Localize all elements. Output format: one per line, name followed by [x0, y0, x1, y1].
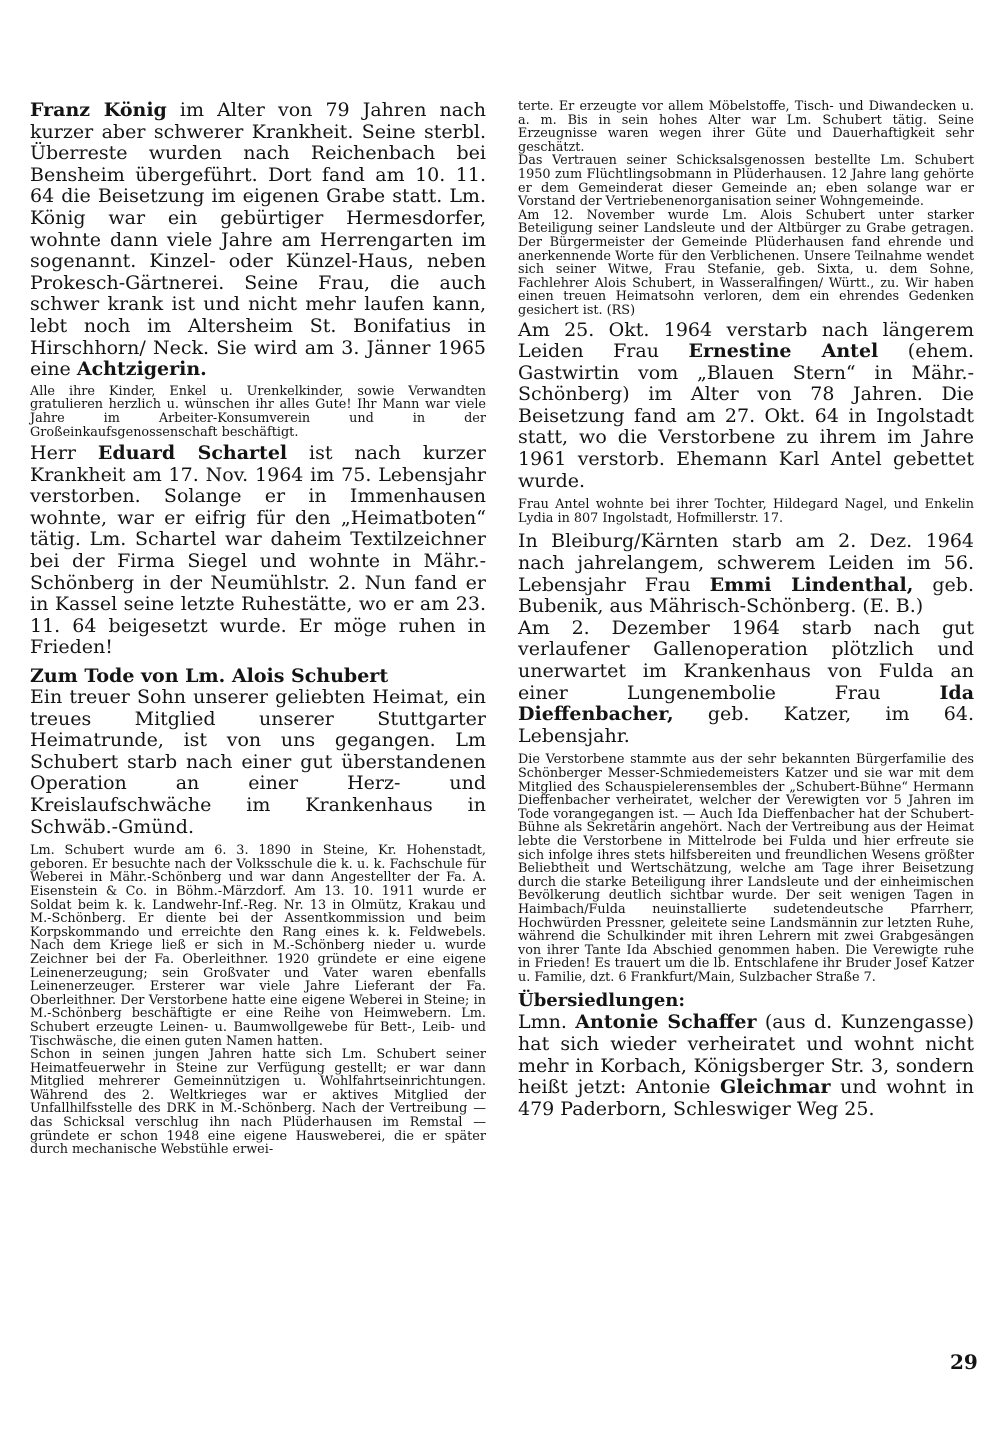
schubert-heading: Zum Tode von Lm. Alois Schubert — [30, 665, 389, 688]
schaffer-text-2: und wohnt in 479 Paderborn, Schleswiger Weg 25. — [518, 1076, 974, 1120]
lindenthal-obituary — [518, 531, 974, 617]
schubert-intro: Ein treuer Sohn unserer geliebten Heimat, ein treues Mitglied unserer Stuttgarter Heimatrunde, ist von uns gegangen. Lm Schubert starb nach einer gut überstandenen Operation an einer Herz- und Kreislaufschwäche im Krankenhaus in Schwäb.-Gmünd. — [30, 686, 486, 838]
schubert-bio-1: Lm. Schubert wurde am 6. 3. 1890 in Steine, Kr. Hohenstadt, geboren. Er besuchte nach der Volksschule die k. u. k. Fachschule für Weberei in Mähr.-Schönberg und war dann Angestellter der Fa. A. Eisenstein & Co. in Böhm.-Märzdorf. Am 13. 10. 1911 wurde er Soldat beim k. k. Landwehr-Inf.-Reg. Nr. 13 in Olmütz, Krakau und M.-Schönberg. Er diente bei der Assentkommission und beim Korpskommando und erreichte den Rang eines k. k. Feldwebels. Nach dem Kriege ließ er sich in M.-Schönberg nieder u. wurde Zeichner bei der Fa. Oberleithner. 1920 gründete er eine eigene Leinenerzeugung; sein Großvater und Vater waren ebenfalls Leinenerzeuger. Ersterer war viele Jahre Lieferant der Fa. Oberleithner. Der Verstorbene hatte eine eigene Weberei in Steine; in M.-Schönberg beschäftigte er eine Reihe von Heimwebern. Lm. Schubert erzeugte Leinen- u. Baumwollgewebe für Bett-, Leib- und Tischwäsche, die einen guten Namen hatten. — [30, 843, 486, 1049]
antel-obituary — [518, 320, 974, 493]
page-number: 29 — [950, 1350, 978, 1374]
dieffenbacher-pre: Am 2. Dezember 1964 starb nach gut verlaufener Gallenoperation plötzlich und unerwartet im Krankenhaus von Fulda an einer Lungenembolie Frau — [518, 616, 974, 704]
right-column — [518, 100, 974, 1120]
antel-pre: Am 25. Okt. 1964 verstarb nach längerem Leiden Frau — [518, 318, 974, 363]
schaffer-pre: Lmn. — [518, 1011, 576, 1034]
schartel-pre: Herr — [30, 442, 98, 465]
antel-name: Ernestine Antel — [688, 340, 879, 363]
lindenthal-name: Emmi Lindenthal, — [709, 573, 914, 596]
dieffenbacher-obituary — [518, 618, 974, 748]
uebersiedlungen-heading: Übersiedlungen: — [518, 990, 686, 1012]
koenig-tail: Achtzigerin. — [76, 358, 207, 381]
schubert-bio-5: Am 12. November wurde Lm. Alois Schubert unter starker Beteiligung seiner Landsleute und der Altbürger zu Grabe getragen. Der Bürgermeister der Gemeinde Plüderhausen fand ehrende und anerkennende Worte für den Verblichenen. Unsere Teilnahme wendet sich seiner Witwe, Frau Stefanie, geb. Sixta, u. dem Sohne, Fachlehrer Alois Schubert, in Wasseralfingen/ Württ., zu. Wir haben einen treuen Heimatsohn verloren, dem ein ehrendes Gedenken gesichert ist. (RS) — [518, 207, 974, 318]
lindenthal-text: geb. Bubenik, aus Mährisch-Schönberg. (E. B.) — [518, 573, 975, 618]
schaffer-notice — [518, 1012, 974, 1120]
antel-note: Frau Antel wohnte bei ihrer Tochter, Hildegard Nagel, und Enkelin Lydia in 807 Ingolstadt, Hofmillerstr. 17. — [518, 497, 974, 526]
dieffenbacher-note: Die Verstorbene stammte aus der sehr bekannten Bürgerfamilie des Schönberger Messer-Schmiedemeisters Katzer und sie war mit dem Mitglied des Schauspielerensembles der „Schubert-Bühne“ Hermann Dieffenbacher verheiratet, welcher der Verewigten vor 5 Jahren im Tode vorangegangen ist. — Auch Ida Dieffenbacher hat der Schubert-Bühne als Sekretärin angehört. Nach der Vertreibung aus der Heimat lebte die Verstorbene in Mittelrode bei Fulda und hier erfreute sie sich infolge ihres stets hilfsbereiten und freundlichen Wesens größter Beliebtheit und Wertschätzung, welche am Tage ihrer Beisetzung durch die starke Beteiligung ihrer Landsleute und der einheimischen Bevölkerung deutlich sichtbar wurde. Der seit wenigen Tagen in Haimbach/Fulda neuinstallierte sudetendeutsche Pfarrherr, Hochwürden Pressner, geleitete seine Landsmännin zur letzten Ruhe, während die Schulkinder mit ihren Lehrern mit zwei Grabgesängen von ihrer Tante Ida Abschied genommen haben. Die Verewigte ruhe in Frieden! Es trauert um die lb. Entschlafene ihr Bruder Josef Katzer u. Familie, dzt. 6 Frankfurt/Main, Sulzbacher Straße 7. — [518, 752, 974, 985]
koenig-note: Alle ihre Kinder, Enkel u. Urenkelkinder, sowie Verwandten gratulieren herzlich u. wünschen ihr alles Gute! Ihr Mann war viele Jahre im Arbeiter-Konsumverein und in der Großeinkaufsgenossenschaft beschäftigt. — [30, 383, 486, 440]
koenig-obituary — [30, 100, 486, 381]
antel-text: (ehem. Gastwirtin vom „Blauen Stern“ in Mähr.-Schönberg) im Alter von 78 Jahren. Die Beisetzung fand am 27. Okt. 64 in Ingolstadt statt, wo die Verstorbene zu ihrem im Jahre 1961 verstorb. Ehemann Karl Antel gebettet wurde. — [518, 340, 974, 492]
schartel-text: ist nach kurzer Krankheit am 17. Nov. 1964 im 75. Lebensjahr verstorben. Solange er in Immenhausen wohnte, war er eifrig für den „Heimatboten“ tätig. Lm. Schartel war daheim Textilzeichner bei der Firma Siegel und wohnte in Mähr.-Schönberg in der Neumühlstr. 2. Nun fand er in Kassel seine letzte Ruhestätte, wo er am 23. 11. 64 beigesetzt wurde. Er möge ruhen in Frieden! — [30, 442, 486, 659]
dieffenbacher-name: Ida Dieffenbacher, — [518, 681, 974, 726]
dieffenbacher-text: geb. Katzer, im 64. Lebensjahr. — [518, 703, 974, 747]
koenig-text: im Alter von 79 Jahren nach kurzer aber schwerer Krankheit. Seine sterbl. Überreste wurden nach Reichenbach bei Bensheim übergeführt. Dort fand am 10. 11. 64 die Beisetzung im eigenen Grabe statt. Lm. König war ein gebürtiger Hermesdorfer, wohnte dann viele Jahre am Herrengarten im sogenannt. Kinzel- oder Künzel-Haus, neben Prokesch-Gärtnerei. Seine Frau, die auch schwer krank ist und nicht mehr laufen kann, lebt noch im Altersheim St. Bonifatius in Hirschhorn/ Neck. Sie wird am 3. Jänner 1965 eine — [30, 99, 487, 381]
koenig-name: Franz König — [30, 99, 167, 121]
left-column — [30, 100, 486, 1157]
schartel-obituary — [30, 443, 486, 659]
schubert-bio-4: Das Vertrauen seiner Schicksalsgenossen bestellte Lm. Schubert 1950 zum Flüchtlingsobmann in Plüderhausen. 12 Jahre lang gehörte er dem Gemeinderat dieser Gemeinde an; eben solange war er Vorstand der Vertriebenenorganisation seiner Wohngemeinde. — [518, 153, 974, 210]
schaffer-text: (aus d. Kunzengasse) hat sich wieder verheiratet und wohnt nicht mehr in Korbach, Königsberger Str. 3, sondern heißt jetzt: Antonie — [518, 1011, 974, 1099]
schaffer-name: Antonie Schaffer — [575, 1011, 757, 1034]
lindenthal-pre: In Bleiburg/Kärnten starb am 2. Dez. 1964 nach jahrelangem, schwerem Leiden im 56. Lebensjahr Frau — [518, 530, 974, 596]
schaffer-new-name: Gleichmar — [719, 1076, 831, 1099]
schubert-bio-2: Schon in seinen jungen Jahren hatte sich Lm. Schubert seiner Heimatfeuerwehr in Steine zur Verfügung gestellt; er war dann Mitglied mehrerer Gemeinnützigen u. Wohlfahrtseinrichtungen. Während des 2. Weltkrieges war er aktives Mitglied der Unfallhilfsstelle des DRK in M.-Schönberg. Nach der Vertreibung — das Schicksal verschlug ihn nach Plüderhausen im Remstal — gründete er schon 1948 eine eigene Hausweberei, die er später durch mechanische Webstühle erwei- — [30, 1047, 486, 1158]
schubert-bio-3: terte. Er erzeugte vor allem Möbelstoffe, Tisch- und Diwandecken u. a. m. Bis in sein hohes Alter war Lm. Schubert tätig. Seine Erzeugnisse waren wegen ihrer Güte und Dauerhaftigkeit sehr geschätzt. — [518, 99, 974, 155]
schartel-name: Eduard Schartel — [97, 442, 288, 465]
